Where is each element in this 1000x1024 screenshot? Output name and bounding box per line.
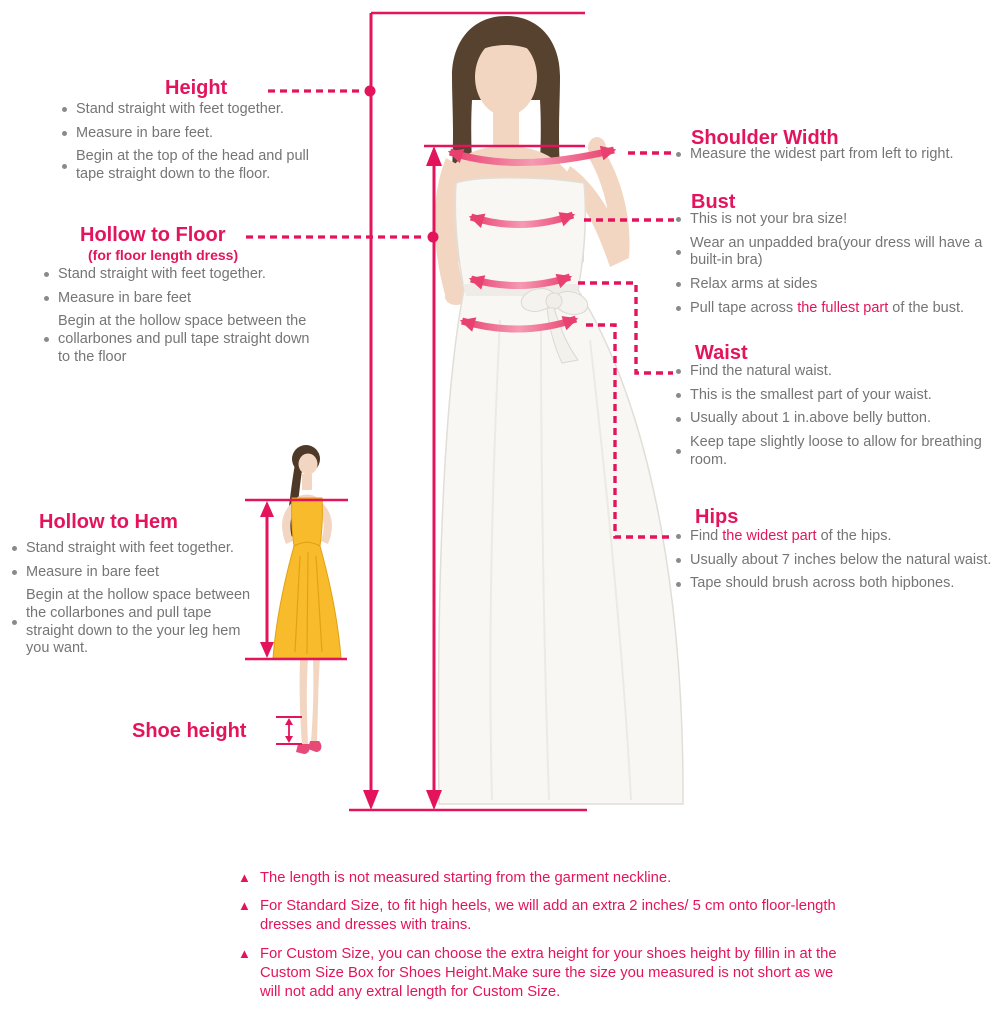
bullet-dot-icon (44, 337, 49, 342)
list-item: Usually about 7 inches below the natural waist. (676, 552, 998, 570)
list-item: Measure in bare feet (44, 290, 316, 308)
bullet-dot-icon (676, 369, 681, 374)
height-bullets (62, 101, 330, 190)
small-model-right-leg (311, 658, 320, 742)
bullet-dot-icon (12, 620, 17, 625)
main-model-neck (493, 106, 519, 146)
main-model-illustration (435, 16, 683, 804)
bullet-dot-icon (44, 272, 49, 277)
hips-title: Hips (695, 506, 739, 528)
small-model-left-shoe (296, 744, 310, 754)
note-item: ▲ The length is not measured starting from the garment neckline. (238, 869, 838, 888)
hollow-to-hem-title: Hollow to Hem (39, 511, 178, 533)
list-item: Measure in bare feet. (62, 125, 330, 143)
small-model-right-shoe (308, 741, 321, 752)
list-item: Find the natural waist. (676, 363, 998, 381)
list-item: Pull tape across the fullest part of the bust. (676, 300, 998, 318)
list-item: Keep tape slightly loose to allow for breathing room. (676, 434, 998, 469)
main-model-bodice (455, 178, 585, 290)
small-model-neck (302, 474, 312, 490)
hollow-to-hem-bullets (12, 540, 262, 664)
height-title: Height (165, 77, 228, 99)
small-model-bodice (292, 498, 323, 546)
list-item: Find the widest part of the hips. (676, 528, 998, 546)
list-item: Relax arms at sides (676, 276, 998, 294)
bullet-dot-icon (676, 534, 681, 539)
bullet-dot-icon (676, 217, 681, 222)
bullet-dot-icon (676, 152, 681, 157)
list-item: This is not your bra size! (676, 211, 998, 229)
note-item: ▲ For Custom Size, you can choose the extra height for your shoes height by fillin in at the Custom Size Box for Shoes Height.Make sure the size you measured is not short as we will not add any extral length for Custom Size. (238, 945, 838, 1003)
waist-bullets (676, 363, 998, 475)
hollow-to-floor-title: Hollow to Floor (80, 224, 226, 246)
bullet-dot-icon (676, 306, 681, 311)
list-item: Tape should brush across both hipbones. (676, 575, 998, 593)
bullet-dot-icon (676, 282, 681, 287)
small-model-illustration (273, 445, 341, 754)
main-model-bow-knot (546, 293, 562, 309)
list-item: Measure in bare feet (12, 564, 262, 582)
list-item: Begin at the hollow space between the collarbones and pull tape straight down to the floor (44, 313, 316, 366)
list-item: This is the smallest part of your waist. (676, 387, 998, 405)
shoulder-width-bullets (676, 146, 998, 170)
bullet-dot-icon (12, 546, 17, 551)
bullet-dot-icon (12, 570, 17, 575)
footer-notes (238, 869, 838, 1011)
small-model-left-leg (300, 658, 308, 745)
bullet-dot-icon (44, 296, 49, 301)
bullet-dot-icon (676, 417, 681, 422)
list-item: Begin at the top of the head and pull tape straight down to the floor. (62, 148, 330, 183)
bullet-dot-icon (676, 582, 681, 587)
main-model-face (475, 38, 537, 116)
list-item: Usually about 1 in.above belly button. (676, 410, 998, 428)
warning-triangle-icon: ▲ (238, 898, 251, 914)
shoulder-width-title: Shoulder Width (691, 127, 839, 149)
small-model-face (299, 454, 318, 475)
hips-bullets (676, 528, 998, 599)
list-item: Stand straight with feet together. (62, 101, 330, 119)
bust-title: Bust (691, 191, 736, 213)
bullet-dot-icon (62, 164, 67, 169)
bullet-dot-icon (676, 393, 681, 398)
shoe-up-arrowhead (285, 718, 293, 725)
list-item: Stand straight with feet together. (44, 266, 316, 284)
hollow-up-arrowhead (426, 146, 442, 166)
list-item: Stand straight with feet together. (12, 540, 262, 558)
bullet-dot-icon (62, 131, 67, 136)
list-item: Measure the widest part from left to right. (676, 146, 998, 164)
bullet-dot-icon (676, 449, 681, 454)
bullet-dot-icon (676, 558, 681, 563)
height-down-arrowhead (363, 790, 379, 810)
measurement-arrowheads (260, 86, 442, 811)
hollow-to-floor-subtitle: (for floor length dress) (88, 247, 239, 263)
warning-triangle-icon: ▲ (238, 945, 251, 961)
height-connector-dot (365, 86, 376, 97)
list-item: Begin at the hollow space between the collarbones and pull tape straight down to the your leg hem you want. (12, 587, 262, 658)
shoe-down-arrowhead (285, 736, 293, 743)
waist-title: Waist (695, 342, 748, 364)
warning-triangle-icon: ▲ (238, 870, 251, 885)
hem-up-arrowhead (260, 501, 274, 517)
highlighted-text: the fullest part (797, 299, 889, 316)
list-item: Wear an unpadded bra(your dress will have a built-in bra) (676, 235, 998, 270)
note-item: ▲ For Standard Size, to fit high heels, we will add an extra 2 inches/ 5 cm onto floor-length dresses and dresses with trains. (238, 897, 838, 935)
bust-bullets (676, 211, 998, 323)
bullet-dot-icon (676, 250, 681, 255)
hollow-to-floor-bullets (44, 266, 316, 372)
bullet-dot-icon (62, 107, 67, 112)
shoe-height-title: Shoe height (132, 720, 247, 742)
hem-down-arrowhead (260, 642, 274, 658)
highlighted-text: the widest part (722, 528, 817, 544)
hollow-connector-dot (428, 232, 439, 243)
